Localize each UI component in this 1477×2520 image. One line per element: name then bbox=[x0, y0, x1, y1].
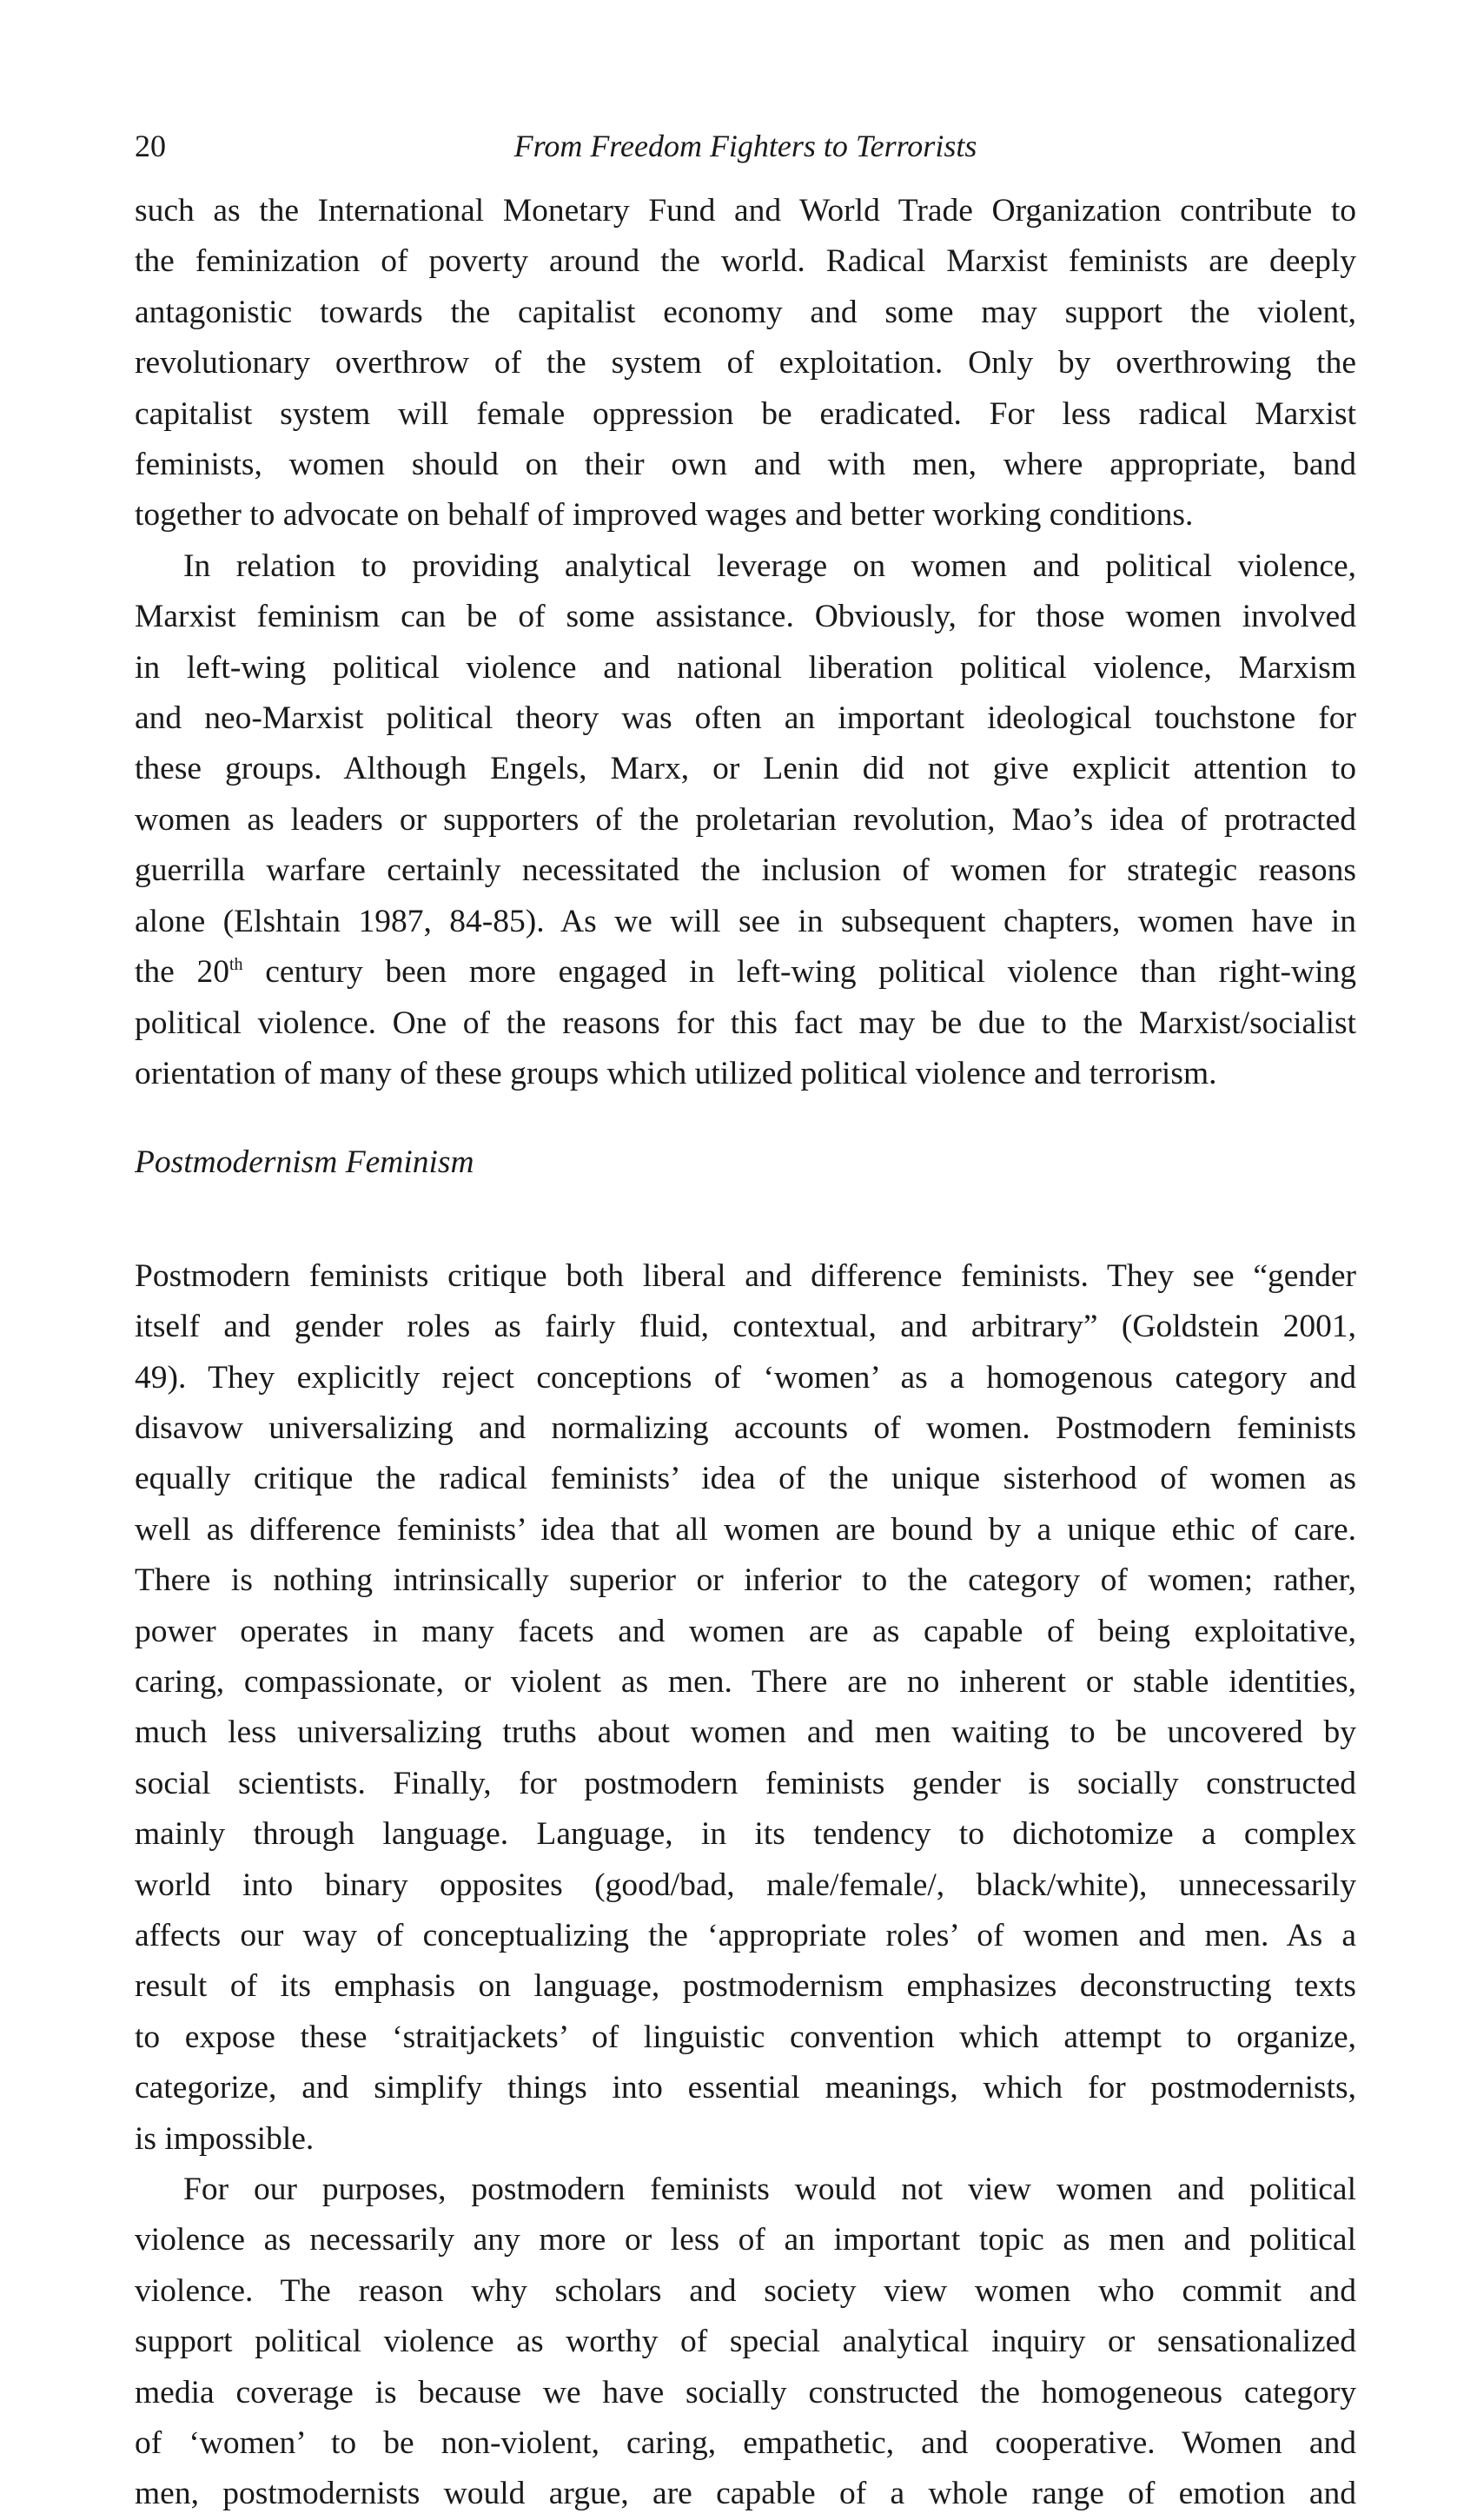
text-line: violence as necessarily any more or less of an important topic as men and political bbox=[135, 2222, 1356, 2258]
text-line: these groups. Although Engels, Marx, or Lenin did not give explicit attention to bbox=[135, 751, 1356, 787]
text-line: revolutionary overthrow of the system of exploitation. Only by overthrowing the bbox=[135, 345, 1356, 381]
paragraph bbox=[135, 541, 1356, 1099]
text-line: capitalist system will female oppression be eradicated. For less radical Marxist bbox=[135, 395, 1356, 432]
text-line: antagonistic towards the capitalist economy and some may support the violent, bbox=[135, 294, 1356, 330]
text-line: In relation to providing analytical leverage on women and political violence, bbox=[183, 547, 1356, 584]
ordinal-superscript: th bbox=[229, 955, 243, 975]
text-line: the feminization of poverty around the world. Radical Marxist feminists are deeply bbox=[135, 243, 1356, 280]
text-line: feminists, women should on their own and with men, where appropriate, band bbox=[135, 447, 1356, 483]
text-line: alone (Elshtain 1987, 84-85). As we will see in subsequent chapters, women have in bbox=[135, 903, 1356, 939]
text-line: is impossible. bbox=[135, 2120, 315, 2157]
running-title: From Freedom Fighters to Terrorists bbox=[513, 129, 977, 163]
text-line: men, postmodernists would argue, are capable of a whole range of emotion and bbox=[135, 2476, 1356, 2512]
text-line: political violence. One of the reasons for this fact may be due to the Marxist/socialist bbox=[135, 1005, 1356, 1041]
text-line: together to advocate on behalf of improved wages and better working conditions. bbox=[135, 497, 1194, 534]
running-head bbox=[135, 124, 1356, 168]
text-line: result of its emphasis on language, postmodernism emphasizes deconstructing texts bbox=[135, 1968, 1356, 2005]
text-line: 49). They explicitly reject conceptions of ‘women’ as a homogenous category and bbox=[135, 1359, 1356, 1396]
text-line: For our purposes, postmodern feminists would not view women and political bbox=[183, 2172, 1356, 2208]
text-line: of ‘women’ to be non-violent, caring, empathetic, and cooperative. Women and bbox=[135, 2425, 1356, 2462]
paragraph bbox=[135, 1251, 1356, 2165]
text-line: Postmodern feminists critique both liberal and difference feminists. They see “gender bbox=[135, 1257, 1356, 1294]
section-heading: Postmodernism Feminism bbox=[135, 1144, 474, 1181]
text-fragment: century been more engaged in left-wing political violence than right-wing bbox=[242, 954, 1356, 991]
page-number: 20 bbox=[135, 129, 166, 163]
paragraph bbox=[135, 186, 1356, 541]
text-line: mainly through language. Language, in its tendency to dichotomize a complex bbox=[135, 1816, 1356, 1853]
text-line: violence. The reason why scholars and society view women who commit and bbox=[135, 2272, 1356, 2309]
text-line: power operates in many facets and women are as capable of being exploitative, bbox=[135, 1613, 1356, 1649]
text-line: and neo-Marxist political theory was often an important ideological touchstone for bbox=[135, 700, 1356, 737]
text-line-with-superscript bbox=[135, 947, 1356, 998]
text-line: social scientists. Finally, for postmodern feminists gender is socially constructed bbox=[135, 1765, 1356, 1801]
text-line: in left-wing political violence and national liberation political violence, Marxism bbox=[135, 649, 1356, 686]
text-line: categorize, and simplify things into essential meanings, which for postmodernists, bbox=[135, 2070, 1356, 2106]
paragraph bbox=[135, 2165, 1356, 2520]
text-line: media coverage is because we have socially constructed the homogeneous category bbox=[135, 2374, 1356, 2411]
body-text bbox=[135, 186, 1356, 2520]
text-line: such as the International Monetary Fund and World Trade Organization contribute to bbox=[135, 193, 1356, 229]
text-line: Marxist feminism can be of some assistance. Obviously, for those women involved bbox=[135, 599, 1356, 635]
text-line: disavow universalizing and normalizing accounts of women. Postmodern feminists bbox=[135, 1409, 1356, 1446]
text-line: affects our way of conceptualizing the ‘appropriate roles’ of women and men. As a bbox=[135, 1917, 1356, 1953]
text-fragment: the 20 bbox=[135, 954, 229, 991]
text-line: orientation of many of these groups which utilized political violence and terrorism. bbox=[135, 1055, 1217, 1091]
text-line: equally critique the radical feminists’ idea of the unique sisterhood of women as bbox=[135, 1461, 1356, 1497]
text-line: world into binary opposites (good/bad, male/female/, black/white), unnecessarily bbox=[135, 1867, 1356, 1903]
text-line: women as leaders or supporters of the proletarian revolution, Mao’s idea of protracted bbox=[135, 801, 1356, 838]
text-line: well as difference feminists’ idea that all women are bound by a unique ethic of care. bbox=[135, 1511, 1356, 1548]
text-line: There is nothing intrinsically superior or inferior to the category of women; rather, bbox=[135, 1562, 1356, 1599]
text-line: much less universalizing truths about women and men waiting to be uncovered by bbox=[135, 1714, 1356, 1751]
text-line: caring, compassionate, or violent as men. There are no inherent or stable identities, bbox=[135, 1663, 1356, 1700]
text-line: itself and gender roles as fairly fluid, contextual, and arbitrary” (Goldstein 2001, bbox=[135, 1309, 1356, 1345]
text-line: guerrilla warfare certainly necessitated the inclusion of women for strategic reasons bbox=[135, 852, 1356, 889]
text-line: support political violence as worthy of special analytical inquiry or sensationalized bbox=[135, 2324, 1356, 2360]
text-line: to expose these ‘straitjackets’ of linguistic convention which attempt to organize, bbox=[135, 2019, 1356, 2055]
